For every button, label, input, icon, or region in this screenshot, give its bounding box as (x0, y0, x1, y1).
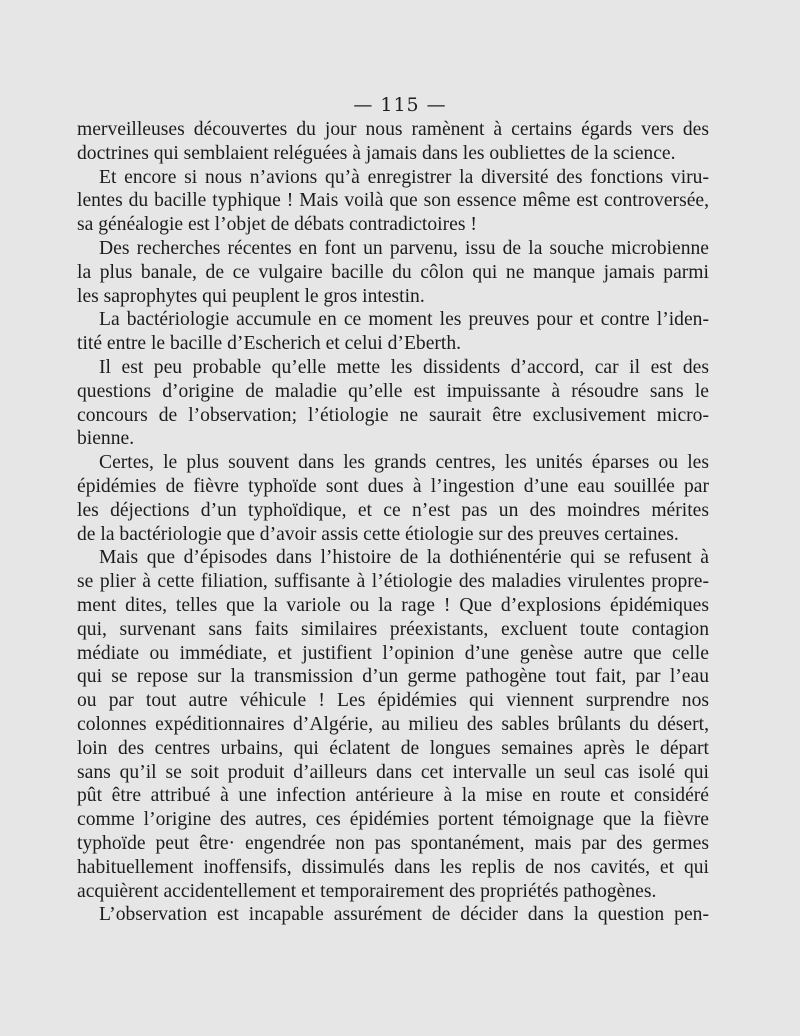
text-line: sa généalogie est l’objet de débats contradictoires ! (77, 214, 477, 236)
text-line: typhoïde peut être· engendrée non pas spontanément, mais par des germes (77, 832, 709, 854)
text-line: pût être attribué à une infection antérieure à la mise en route et considéré (77, 785, 709, 807)
text-line: bienne. (77, 428, 135, 450)
text-line: médiate ou immédiate, et justifient l’opinion d’une genèse autre que celle (77, 642, 709, 664)
page-number: — 115 — (353, 94, 447, 116)
text-line: les saprophytes qui peuplent le gros intestin. (77, 285, 425, 307)
text-line: lentes du bacille typhique ! Mais voilà que son essence même est controversée, (77, 190, 709, 212)
text-line: colonnes expéditionnaires d’Algérie, au milieu des sables brûlants du désert, (77, 713, 709, 735)
text-line: qui se repose sur la transmission d’un germe pathogène tout fait, par l’eau (77, 666, 709, 688)
text-line: sans qu’il se soit produit d’ailleurs dans cet intervalle un seul cas isolé qui (77, 761, 709, 783)
text-line: ou par tout autre véhicule ! Les épidémies qui viennent surprendre nos (77, 690, 709, 712)
text-line: Mais que d’épisodes dans l’histoire de la dothiénentérie qui se refusent à (99, 547, 709, 569)
text-line: Et encore si nous n’avions qu’à enregistrer la diversité des fonctions viru- (99, 166, 709, 188)
body-text (77, 118, 709, 927)
text-line: de la bactériologie que d’avoir assis cette étiologie sur des preuves certaines. (77, 523, 679, 545)
text-line: tité entre le bacille d’Escherich et celui d’Eberth. (77, 333, 462, 355)
text-line: qui, survenant sans faits similaires préexistants, excluent toute contagion (77, 618, 709, 640)
text-line: Des recherches récentes en font un parvenu, issu de la souche microbienne (99, 237, 709, 259)
text-line: se plier à cette filiation, suffisante à l’étiologie des maladies virulentes propre- (77, 571, 709, 593)
text-line: concours de l’observation; l’étiologie ne saurait être exclusivement micro- (77, 404, 709, 426)
text-line: questions d’origine de maladie qu’elle est impuissante à résoudre sans le (77, 380, 709, 402)
text-line: acquièrent accidentellement et temporairement des propriétés pathogènes. (77, 880, 657, 902)
text-line: La bactériologie accumule en ce moment les preuves pour et contre l’iden- (99, 309, 709, 331)
text-line: loin des centres urbains, qui éclatent de longues semaines après le départ (77, 737, 709, 759)
text-line: merveilleuses découvertes du jour nous ramènent à certains égards vers des (77, 119, 709, 140)
text-line: comme l’origine des autres, ces épidémies portent témoignage que la fièvre (77, 809, 709, 831)
text-line: épidémies de fièvre typhoïde sont dues à l’ingestion d’une eau souillée par (77, 475, 709, 497)
text-line: L’observation est incapable assurément de décider dans la question pen- (99, 904, 709, 926)
text-line: doctrines qui semblaient reléguées à jamais dans les oubliettes de la science. (77, 142, 676, 164)
text-line: habituellement inoffensifs, dissimulés dans les replis de nos cavités, et qui (77, 856, 709, 878)
text-line: Certes, le plus souvent dans les grands centres, les unités éparses ou les (99, 452, 709, 474)
text-line: Il est peu probable qu’elle mette les dissidents d’accord, car il est des (99, 356, 709, 378)
text-line: la plus banale, de ce vulgaire bacille du côlon qui ne manque jamais parmi (77, 261, 709, 283)
text-line: ment dites, telles que la variole ou la rage ! Que d’explosions épidémiques (77, 594, 709, 616)
text-line: les déjections d’un typhoïdique, et ce n’est pas un des moindres mérites (77, 499, 709, 521)
